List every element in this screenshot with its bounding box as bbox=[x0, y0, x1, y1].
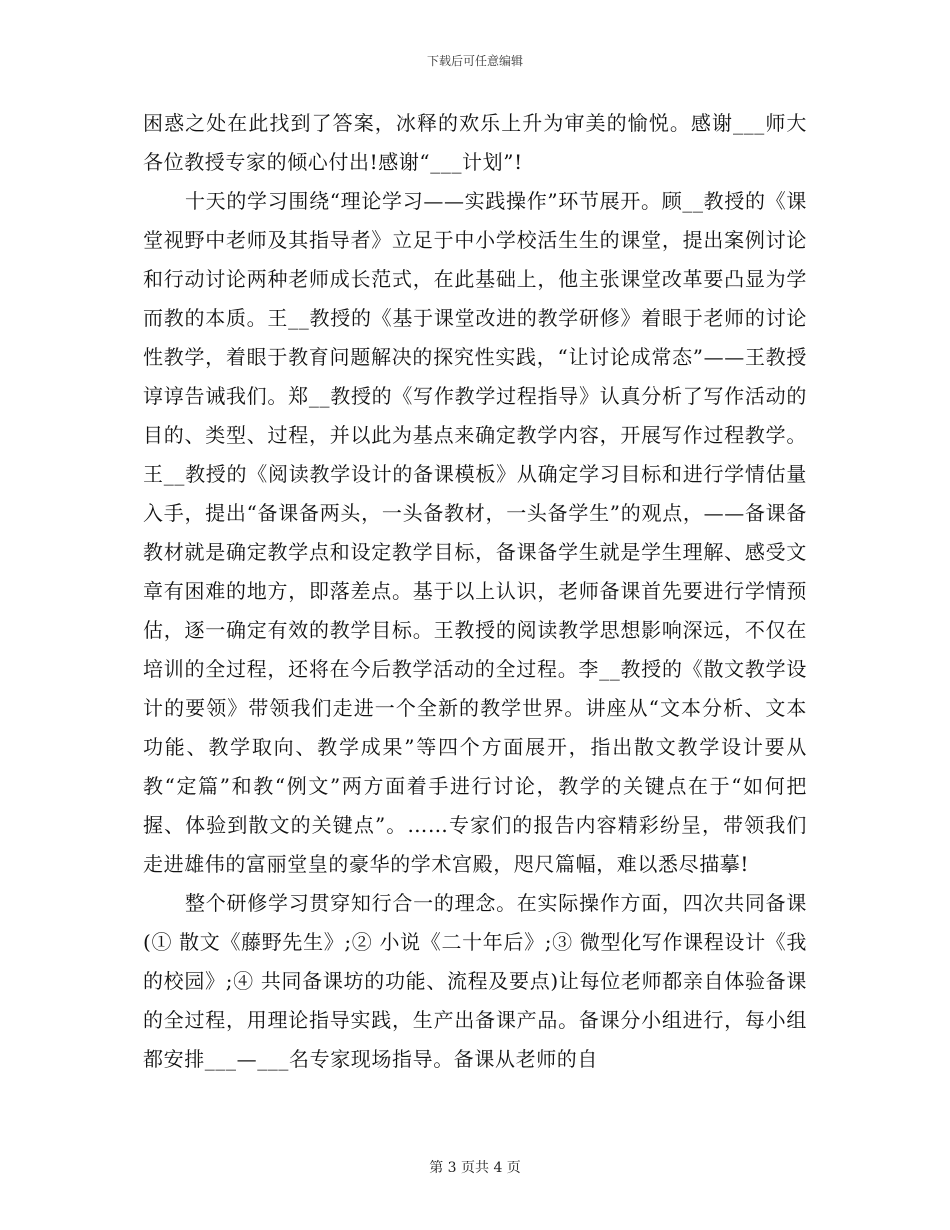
paragraph-continuation: 困惑之处在此找到了答案，冰释的欢乐上升为审美的愉悦。感谢___师大各位教授专家的倾心付出!感谢“___计划”! bbox=[143, 111, 807, 174]
page-header: 下载后可任意编辑 bbox=[426, 54, 523, 68]
paragraph-lectures: 十天的学习围绕“理论学习——实践操作”环节展开。顾__教授的《课堂视野中老师及其指导者》立足于中小学校活生生的课堂，提出案例讨论和行动讨论两种老师成长范式，在此基础上，他主张课堂改革要凸显为学而教的本质。王__教授的《基于课堂改进的教学研修》着眼于老师的讨论性教学，着眼于教育问题解决的探究性实践，“让讨论成常态”——王教授谆谆告诫我们。郑__教授的《写作教学过程指导》认真分析了写作活动的目的、类型、过程，并以此为基点来确定教学内容，开展写作过程教学。王__教授的《阅读教学设计的备课模板》从确定学习目标和进行学情估量入手，提出“备课备两头，一头备教材，一头备学生”的观点，——备课备教材就是确定教学点和设定教学目标，备课备学生就是学生理解、感受文章有困难的地方，即落差点。基于以上认识，老师备课首先要进行学情预估，逐一确定有效的教学目标。王教授的阅读教学思想影响深远，不仅在培训的全过程，还将在今后教学活动的全过程。李__教授的《散文教学设计的要领》带领我们走进一个全新的教学世界。讲座从“文本分析、文本功能、教学取向、教学成果”等四个方面展开，指出散文教学设计要从教“定篇”和教“例文”两方面着手进行讨论，教学的关键点在于“如何把握、体验到散文的关键点”。……专家们的报告内容精彩纷呈，带领我们走进雄伟的富丽堂皇的豪华的学术宫殿，咫尺篇幅，难以悉尽描摹! bbox=[143, 189, 807, 876]
page-footer: 第 3 页共 4 页 bbox=[429, 1160, 521, 1176]
paragraph-practice: 整个研修学习贯穿知行合一的理念。在实际操作方面，四次共同备课(① 散文《藤野先生》;② 小说《二十年后》;③ 微型化写作课程设计《我的校园》;④ 共同备课坊的功能、流程及要点)让每位老师都亲自体验备课的全过程，用理论指导实践，生产出备课产品。备课分小组进行，每小组都安排___—___名专家现场指导。备课从老师的自 bbox=[143, 891, 807, 1071]
document-body bbox=[143, 104, 807, 1079]
